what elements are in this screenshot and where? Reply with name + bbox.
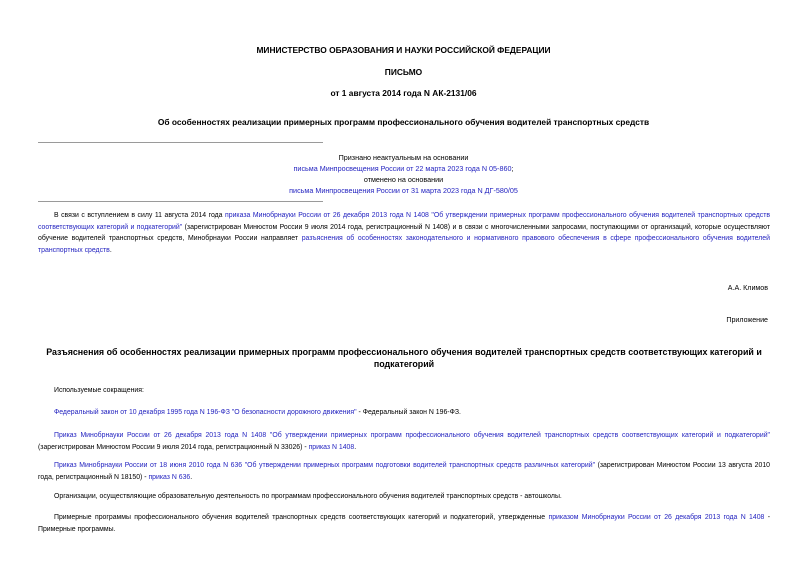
divider-bottom [38, 201, 323, 202]
appendix-title: Разъяснения об особенностях реализации примерных программ профессионального обучения водителей транспортных средств соответствующих категорий и подкатегорий [46, 347, 762, 370]
abbrev-item-order-636 [38, 460, 770, 483]
abbrev-item-order-636-end: . [190, 473, 193, 481]
abbrev-item-order-636-text: (зарегистрирован Минюстом России 13 августа 2010 года, регистрационный N 18150) - [38, 462, 770, 481]
body-text-1: В связи с вступлением в силу 11 августа 2014 года [54, 212, 226, 219]
order-1408-short-link[interactable]: приказ N 1408 [308, 443, 355, 451]
abbrev-item-federal-law-text: - Федеральный закон N 196-ФЗ. [356, 409, 461, 416]
appendix-label: Приложение [726, 316, 768, 324]
status-note-line4 [0, 185, 807, 196]
federal-law-link[interactable]: Федеральный закон от 10 декабря 1995 года N 196-ФЗ "О безопасности дорожного движения" [54, 409, 357, 416]
repeal-link-1[interactable]: письма Минпросвещения России от 22 марта 2023 года N 05-860 [293, 164, 512, 173]
abbrev-item-order-1408-end: . [354, 443, 357, 451]
doc-type-heading: ПИСЬМО [384, 67, 423, 77]
abbrev-item-driving-schools: Организации, осуществляющие образовательную деятельность по программам профессионального обучения водителей транспортных средств - автошколы. [54, 493, 562, 500]
body-paragraph [38, 210, 770, 256]
order-636-full-link[interactable]: Приказ Минобрнауки России от 18 июня 2010 года N 636 "Об утверждении примерных программ подготовки водителей транспортных средств различных категорий" [54, 462, 596, 469]
abbrev-item-order-1408-text: (зарегистрирован Минюстом России 9 июля 2014 года, регистрационный N 33026) - [38, 443, 309, 451]
body-text-3: . [109, 246, 112, 254]
status-note-line3: отменено на основании [363, 175, 444, 184]
doc-date-heading: от 1 августа 2014 года N АК-2131/06 [330, 88, 477, 98]
ministry-heading: МИНИСТЕРСТВО ОБРАЗОВАНИЯ И НАУКИ РОССИЙСКОЙ ФЕДЕРАЦИИ [256, 45, 551, 55]
abbrev-item-order-1408 [38, 430, 770, 453]
order-636-short-link[interactable]: приказ N 636 [148, 473, 191, 481]
body-text-2: (зарегистрирован Минюстом России 9 июля 2014 года, регистрационный N 1408) и в связи с многочисленными запросами, поступающими от организаций, которые осуществляют обучение водителей транспортных средств, Минобрнауки России направляет [38, 223, 770, 243]
status-note-semicolon: ; [511, 164, 514, 173]
order-1408-full-link[interactable]: Приказ Минобрнауки России от 26 декабря 2013 года N 1408 "Об утверждении примерных программ профессионального обучения водителей транспортных средств соответствующих категорий и подкатегорий" [54, 432, 770, 439]
sample-programs-text-1: Примерные программы профессионального обучения водителей транспортных средств соответствующих категорий и подкатегорий, утвержденные [54, 514, 549, 521]
order-1408-link[interactable]: приказа Минобрнауки России от 26 декабря 2013 года N 1408 "Об утверждении примерных программ профессионального обучения водителей транспортных средств соответствующих категорий и подкатегорий" [38, 212, 771, 231]
doc-title: Об особенностях реализации примерных программ профессионального обучения водителей транспортных средств [157, 117, 650, 127]
clarifications-link[interactable]: разъяснения об особенностях законодательного и нормативного правового обеспечения в сфере профессионального обучения водителей транспортных средств [38, 235, 770, 254]
status-note-line2 [0, 163, 807, 174]
status-note-line1: Признано неактуальным на основании [338, 153, 469, 162]
sample-programs-text-2: - Примерные программы. [38, 514, 770, 533]
repeal-link-2[interactable]: письма Минпросвещения России от 31 марта 2023 года N ДГ-580/05 [289, 186, 518, 195]
abbrev-item-sample-programs [38, 512, 770, 535]
abbrev-intro: Используемые сокращения: [54, 387, 144, 394]
status-note [0, 152, 807, 196]
abbrev-item-federal-law [38, 407, 770, 419]
divider-top [38, 142, 323, 143]
order-1408-ref-link[interactable]: приказом Минобрнауки России от 26 декабря 2013 года N 1408 [548, 514, 765, 521]
signature: А.А. Климов [727, 284, 768, 292]
